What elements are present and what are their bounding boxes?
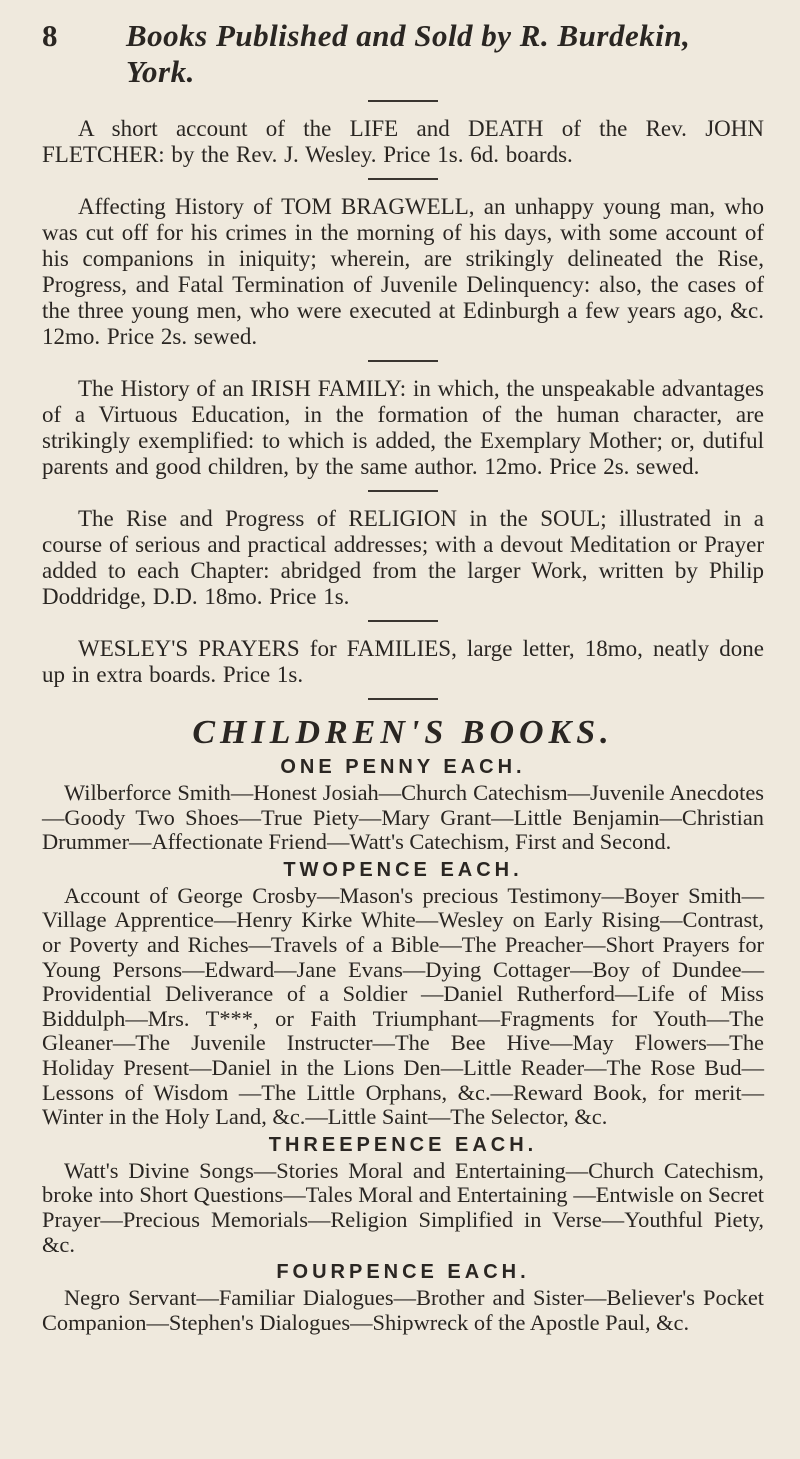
price-heading-twopence: TWOPENCE EACH. — [283, 858, 523, 881]
running-head: Books Published and Sold by R. Burdekin, York. — [126, 18, 691, 89]
page-number: 8 — [42, 18, 58, 53]
price-heading-fourpence: FOURPENCE EACH. — [276, 1261, 530, 1284]
divider — [368, 620, 438, 622]
divider — [368, 698, 438, 700]
page-header — [42, 18, 764, 90]
divider — [368, 178, 438, 180]
divider — [368, 490, 438, 492]
book-list-fourpence: Negro Servant—Familiar Dialogues—Brother and Sister—Believer's Pocket Companion—Stephen's Dialogues—Shipwreck of the Apostle Paul, &c. — [42, 1285, 764, 1335]
entry-wesley-prayers: WESLEY'S PRAYERS for FAMILIES, large letter, 18mo, neatly done up in extra boards. Price 1s. — [42, 636, 764, 687]
entry-fletcher: A short account of the LIFE and DEATH of the Rev. JOHN FLETCHER: by the Rev. J. Wesley. Price 1s. 6d. boards. — [42, 116, 764, 167]
divider — [368, 100, 438, 102]
entry-bragwell: Affecting History of TOM BRAGWELL, an unhappy young man, who was cut off for his crimes in the morning of his days, with some account of his companions in iniquity; wherein, are strikingly delineated the Rise, Progress, and Fatal Termination of Juvenile Delinquency: also, the cases of the three young men, who were executed at Edinburgh a few years ago, &c. 12mo. Price 2s. sewed. — [42, 194, 764, 349]
section-title-childrens-books: CHILDREN'S BOOKS. — [192, 714, 614, 751]
entry-irish-family: The History of an IRISH FAMILY: in which, the unspeakable advantages of a Virtuous Education, in the formation of the human character, are strikingly exemplified: to which is added, the Exemplary Mother; or, dutiful parents and good children, by the same author. 12mo. Price 2s. sewed. — [42, 376, 764, 479]
book-list-one-penny: Wilberforce Smith—Honest Josiah—Church Catechism—Juvenile Anecdotes—Goody Two Shoes—True Piety—Mary Grant—Little Benjamin—Christian Drummer—Affectionate Friend—Watt's Catechism, First and Second. — [42, 780, 764, 855]
divider — [368, 360, 438, 362]
book-list-threepence: Watt's Divine Songs—Stories Moral and Entertaining—Church Catechism, broke into Short Questions—Tales Moral and Entertaining —Entwisle on Secret Prayer—Precious Memorials—Religion Simplified in Verse—Youthful Piety, &c. — [42, 1157, 764, 1257]
price-heading-one-penny: ONE PENNY EACH. — [280, 756, 526, 778]
book-list-twopence: Account of George Crosby—Mason's precious Testimony—Boyer Smith—Village Apprentice—Henry Kirke White—Wesley on Early Rising—Contrast, or Poverty and Riches—Travels of a Bible—The Preacher—Short Prayers for Young Persons—Edward—Jane Evans—Dying Cottager—Boy of Dundee—Providential Deliverance of a Soldier —Daniel Rutherford—Life of Miss Biddulph—Mrs. T***, or Faith Triumphant—Fragments for Youth—The Gleaner—The Juvenile Instructer—The Bee Hive—May Flowers—The Holiday Present—Daniel in the Lions Den—Little Reader—The Rose Bud—Lessons of Wisdom —The Little Orphans, &c.—Reward Book, for merit—Winter in the Holy Land, &c.—Little Saint—The Selector, &c. — [42, 882, 764, 1130]
price-heading-threepence: THREEPENCE EACH. — [268, 1133, 538, 1156]
entry-religion-soul: The Rise and Progress of RELIGION in the SOUL; illustrated in a course of serious and practical addresses; with a devout Meditation or Prayer added to each Chapter: abridged from the larger Work, written by Philip Doddridge, D.D. 18mo. Price 1s. — [42, 506, 764, 609]
